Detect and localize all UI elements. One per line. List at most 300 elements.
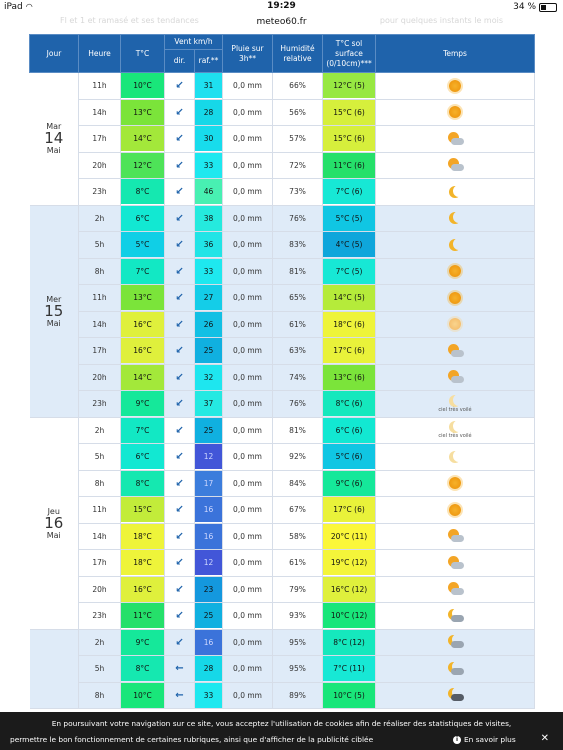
- wind-direction-icon: ↙: [175, 451, 184, 463]
- soil-temp-cell: [323, 73, 376, 100]
- rain-cell: 0,0 mm: [223, 470, 273, 497]
- rain-cell: 0,0 mm: [223, 285, 273, 312]
- table-row: [30, 523, 535, 550]
- temp-value: 16°C: [121, 577, 164, 602]
- hour-cell: 8h: [79, 682, 121, 709]
- gust-cell: [195, 391, 223, 418]
- temp-value: 7°C: [121, 259, 164, 284]
- hazy-sun-icon: [449, 318, 461, 330]
- gust-cell: [195, 576, 223, 603]
- rain-cell: 0,0 mm: [223, 550, 273, 577]
- address-bar[interactable]: [0, 14, 563, 32]
- gust-cell: [195, 417, 223, 444]
- day-number: 15: [44, 301, 64, 320]
- weather-cell: [376, 682, 535, 709]
- clock: 19:29: [267, 1, 296, 11]
- soil-temp-value: 19°C (12): [323, 550, 375, 575]
- hour-cell: 14h: [79, 99, 121, 126]
- rain-cell: 0,0 mm: [223, 152, 273, 179]
- rain-cell: 0,0 mm: [223, 232, 273, 259]
- cloud-sun-icon: [446, 370, 464, 384]
- temp-cell: [121, 311, 165, 338]
- soil-temp-cell: [323, 682, 376, 709]
- temp-value: 9°C: [121, 391, 164, 416]
- temp-cell: [121, 232, 165, 259]
- wind-direction-icon: ↙: [175, 345, 184, 357]
- gust-cell: [195, 682, 223, 709]
- soil-temp-cell: [323, 444, 376, 471]
- day-name: Mer: [46, 294, 62, 304]
- gust-cell: [195, 550, 223, 577]
- temp-cell: [121, 550, 165, 577]
- humidity-cell: 72%: [273, 152, 323, 179]
- soil-temp-cell: [323, 497, 376, 524]
- sun-icon: [449, 292, 461, 304]
- soil-temp-cell: [323, 550, 376, 577]
- humidity-cell: 79%: [273, 576, 323, 603]
- temp-value: 15°C: [121, 497, 164, 522]
- table-row: [30, 470, 535, 497]
- hour-cell: 17h: [79, 550, 121, 577]
- cloud-sun-icon: [446, 556, 464, 570]
- table-row: [30, 629, 535, 656]
- temp-cell: [121, 364, 165, 391]
- soil-temp-cell: [323, 205, 376, 232]
- info-icon: i: [453, 736, 461, 744]
- col-dir: dir.: [165, 50, 195, 73]
- ios-status-bar: [0, 0, 563, 14]
- day-name: Mar: [46, 122, 62, 132]
- cookie-banner: [0, 712, 563, 750]
- weather-cell: [376, 550, 535, 577]
- wind-dir-cell: [165, 656, 195, 683]
- col-heure: Heure: [79, 35, 121, 73]
- hour-cell: 5h: [79, 444, 121, 471]
- humidity-cell: 61%: [273, 550, 323, 577]
- table-row: [30, 338, 535, 365]
- gust-value: 36: [195, 232, 222, 257]
- table-row: [30, 258, 535, 285]
- sun-icon: [449, 504, 461, 516]
- cloud-sun-icon: [446, 158, 464, 172]
- gust-value: 25: [195, 603, 222, 628]
- weather-cell: [376, 152, 535, 179]
- wind-dir-cell: [165, 523, 195, 550]
- gust-value: 31: [195, 73, 222, 98]
- temp-value: 18°C: [121, 524, 164, 549]
- hour-cell: 2h: [79, 205, 121, 232]
- col-vent: Vent km/h: [165, 35, 223, 50]
- weather-note: ciel très voilé: [438, 406, 472, 413]
- gust-cell: [195, 470, 223, 497]
- cloud-sun-icon: [446, 529, 464, 543]
- temp-value: 10°C: [121, 683, 164, 708]
- hour-cell: 11h: [79, 285, 121, 312]
- rain-cell: 0,0 mm: [223, 444, 273, 471]
- wind-dir-cell: [165, 99, 195, 126]
- wind-dir-cell: [165, 364, 195, 391]
- table-row: [30, 205, 535, 232]
- hour-cell: 20h: [79, 364, 121, 391]
- hour-cell: 2h: [79, 629, 121, 656]
- wind-dir-cell: [165, 629, 195, 656]
- wind-dir-cell: [165, 603, 195, 630]
- table-row: [30, 99, 535, 126]
- humidity-cell: 95%: [273, 629, 323, 656]
- wind-dir-cell: [165, 417, 195, 444]
- wind-direction-icon: ↙: [175, 106, 184, 118]
- table-row: [30, 417, 535, 444]
- soil-temp-cell: [323, 311, 376, 338]
- temp-cell: [121, 682, 165, 709]
- temp-value: 16°C: [121, 312, 164, 337]
- table-row: [30, 285, 535, 312]
- humidity-cell: 74%: [273, 364, 323, 391]
- weather-cell: [376, 391, 535, 418]
- temp-value: 9°C: [121, 630, 164, 655]
- gust-cell: [195, 73, 223, 100]
- learn-more-link[interactable]: i En savoir plus: [453, 735, 516, 744]
- temp-cell: [121, 258, 165, 285]
- rain-cell: 0,0 mm: [223, 576, 273, 603]
- weather-cell: [376, 444, 535, 471]
- rain-cell: 0,0 mm: [223, 126, 273, 153]
- temp-value: 14°C: [121, 365, 164, 390]
- hazy-moon-icon: [449, 421, 461, 433]
- soil-temp-value: 11°C (6): [323, 153, 375, 178]
- soil-temp-cell: [323, 152, 376, 179]
- gust-value: 25: [195, 338, 222, 363]
- weather-cell: [376, 417, 535, 444]
- wind-dir-cell: [165, 152, 195, 179]
- temp-value: 6°C: [121, 444, 164, 469]
- table-row: [30, 126, 535, 153]
- temp-value: 16°C: [121, 338, 164, 363]
- wind-dir-cell: [165, 338, 195, 365]
- soil-temp-cell: [323, 338, 376, 365]
- weather-cell: [376, 311, 535, 338]
- temp-value: 11°C: [121, 603, 164, 628]
- humidity-cell: 89%: [273, 682, 323, 709]
- gust-cell: [195, 523, 223, 550]
- gust-cell: [195, 338, 223, 365]
- humidity-cell: 76%: [273, 391, 323, 418]
- soil-temp-value: 17°C (6): [323, 338, 375, 363]
- cloud-moon-icon: [446, 635, 464, 649]
- temp-cell: [121, 73, 165, 100]
- gust-value: 46: [195, 179, 222, 204]
- soil-temp-cell: [323, 603, 376, 630]
- wind-direction-icon: ↙: [175, 292, 184, 304]
- weather-cell: [376, 205, 535, 232]
- temp-value: 12°C: [121, 153, 164, 178]
- wind-dir-cell: [165, 497, 195, 524]
- gust-cell: [195, 311, 223, 338]
- hour-cell: 20h: [79, 576, 121, 603]
- soil-temp-value: 5°C (5): [323, 206, 375, 231]
- hour-cell: 17h: [79, 338, 121, 365]
- gust-value: 17: [195, 471, 222, 496]
- weather-cell: [376, 656, 535, 683]
- ghost-text-right: pour quelques instants le mois: [379, 16, 503, 25]
- wind-dir-cell: [165, 126, 195, 153]
- wind-direction-icon: ↙: [175, 159, 184, 171]
- forecast-table: [29, 34, 535, 709]
- table-row: [30, 364, 535, 391]
- url-text[interactable]: meteo60.fr: [256, 17, 307, 27]
- col-sol: T°C sol surface (0/10cm)***: [323, 35, 376, 73]
- temp-cell: [121, 470, 165, 497]
- hour-cell: 2h: [79, 417, 121, 444]
- sun-icon: [449, 80, 461, 92]
- soil-temp-value: 13°C (6): [323, 365, 375, 390]
- device-label: iPad ◠: [4, 2, 33, 12]
- table-row: [30, 576, 535, 603]
- wind-direction-icon: ↙: [175, 133, 184, 145]
- table-row: [30, 152, 535, 179]
- table-row: [30, 682, 535, 709]
- weather-cell: [376, 576, 535, 603]
- wind-direction-icon: ↙: [175, 371, 184, 383]
- temp-value: 5°C: [121, 232, 164, 257]
- gust-cell: [195, 232, 223, 259]
- col-humidite: Humidité relative: [273, 35, 323, 73]
- temp-cell: [121, 126, 165, 153]
- wind-direction-icon: ↙: [175, 398, 184, 410]
- soil-temp-cell: [323, 391, 376, 418]
- wind-dir-cell: [165, 682, 195, 709]
- wind-dir-cell: [165, 285, 195, 312]
- wind-direction-icon: ↙: [175, 610, 184, 622]
- humidity-cell: 65%: [273, 285, 323, 312]
- gust-value: 38: [195, 206, 222, 231]
- temp-value: 13°C: [121, 100, 164, 125]
- humidity-cell: 93%: [273, 603, 323, 630]
- gust-value: 33: [195, 259, 222, 284]
- soil-temp-value: 7°C (6): [323, 179, 375, 204]
- rain-cell: 0,0 mm: [223, 629, 273, 656]
- temp-cell: [121, 391, 165, 418]
- temp-cell: [121, 497, 165, 524]
- wind-dir-cell: [165, 576, 195, 603]
- rain-cell: 0,0 mm: [223, 205, 273, 232]
- soil-temp-cell: [323, 179, 376, 206]
- wind-direction-icon: ↙: [175, 636, 184, 648]
- soil-temp-cell: [323, 417, 376, 444]
- hour-cell: 8h: [79, 470, 121, 497]
- soil-temp-value: 18°C (6): [323, 312, 375, 337]
- weather-cell: [376, 99, 535, 126]
- table-row: [30, 232, 535, 259]
- soil-temp-value: 10°C (5): [323, 683, 375, 708]
- hour-cell: 5h: [79, 656, 121, 683]
- soil-temp-value: 10°C (12): [323, 603, 375, 628]
- wind-dir-cell: [165, 258, 195, 285]
- hazy-moon-icon: [449, 395, 461, 407]
- humidity-cell: 92%: [273, 444, 323, 471]
- humidity-cell: 66%: [273, 73, 323, 100]
- weather-cell: [376, 258, 535, 285]
- hour-cell: 14h: [79, 523, 121, 550]
- soil-temp-value: 8°C (12): [323, 630, 375, 655]
- wind-direction-icon: ↙: [175, 557, 184, 569]
- weather-cell: [376, 629, 535, 656]
- table-row: [30, 550, 535, 577]
- sun-icon: [449, 477, 461, 489]
- moon-icon: [449, 212, 461, 224]
- wind-direction-icon: ↙: [175, 80, 184, 92]
- wifi-icon: ◠: [25, 2, 33, 11]
- wind-direction-icon: ←: [175, 689, 184, 701]
- soil-temp-value: 16°C (12): [323, 577, 375, 602]
- humidity-cell: 84%: [273, 470, 323, 497]
- gust-cell: [195, 364, 223, 391]
- gust-value: 26: [195, 312, 222, 337]
- weather-cell: [376, 73, 535, 100]
- gust-value: 32: [195, 365, 222, 390]
- weather-cell: [376, 523, 535, 550]
- hour-cell: 8h: [79, 258, 121, 285]
- rain-cell: 0,0 mm: [223, 311, 273, 338]
- gust-cell: [195, 99, 223, 126]
- wind-direction-icon: ←: [175, 663, 184, 675]
- table-row: [30, 311, 535, 338]
- cookie-text-1: En poursuivant votre navigation sur ce site, vous acceptez l'utilisation de cookies afin de réaliser des statistiques de visites,: [51, 719, 512, 728]
- cloud-sun-icon: [446, 344, 464, 358]
- wind-dir-cell: [165, 205, 195, 232]
- weather-cell: [376, 338, 535, 365]
- day-cell: [30, 73, 79, 206]
- temp-cell: [121, 444, 165, 471]
- col-pluie: Pluie sur 3h**: [223, 35, 273, 73]
- gust-value: 16: [195, 497, 222, 522]
- soil-temp-cell: [323, 232, 376, 259]
- col-raf: raf.**: [195, 50, 223, 73]
- hour-cell: 23h: [79, 391, 121, 418]
- wind-direction-icon: ↙: [175, 186, 184, 198]
- cloud-sun-icon: [446, 132, 464, 146]
- temp-value: 8°C: [121, 656, 164, 681]
- soil-temp-cell: [323, 258, 376, 285]
- day-month: Mai: [46, 318, 61, 328]
- sun-icon: [449, 265, 461, 277]
- temp-cell: [121, 523, 165, 550]
- ghost-text-left: Fl et 1 et ramasé et ses tendances: [60, 16, 199, 25]
- gust-value: 16: [195, 524, 222, 549]
- humidity-cell: 63%: [273, 338, 323, 365]
- day-month: Mai: [46, 146, 61, 156]
- humidity-cell: 95%: [273, 656, 323, 683]
- rain-cell: 0,0 mm: [223, 603, 273, 630]
- table-body: [30, 73, 535, 709]
- soil-temp-value: 14°C (5): [323, 285, 375, 310]
- rain-cell: 0,0 mm: [223, 99, 273, 126]
- temp-cell: [121, 629, 165, 656]
- wind-dir-cell: [165, 179, 195, 206]
- wind-direction-icon: ↙: [175, 212, 184, 224]
- humidity-cell: 56%: [273, 99, 323, 126]
- gust-value: 33: [195, 153, 222, 178]
- hour-cell: 11h: [79, 73, 121, 100]
- table-row: [30, 497, 535, 524]
- gust-cell: [195, 629, 223, 656]
- rain-cell: 0,0 mm: [223, 338, 273, 365]
- humidity-cell: 67%: [273, 497, 323, 524]
- hour-cell: 20h: [79, 152, 121, 179]
- wind-dir-cell: [165, 232, 195, 259]
- temp-value: 18°C: [121, 550, 164, 575]
- col-temps: Temps: [376, 35, 535, 73]
- temp-cell: [121, 417, 165, 444]
- battery-indicator: 34 %: [513, 2, 557, 12]
- soil-temp-cell: [323, 576, 376, 603]
- rain-cell: 0,0 mm: [223, 364, 273, 391]
- wind-direction-icon: ↙: [175, 424, 184, 436]
- wind-dir-cell: [165, 444, 195, 471]
- soil-temp-value: 6°C (6): [323, 418, 375, 443]
- gust-cell: [195, 497, 223, 524]
- soil-temp-cell: [323, 470, 376, 497]
- wind-direction-icon: ↙: [175, 504, 184, 516]
- wind-dir-cell: [165, 311, 195, 338]
- table-row: [30, 391, 535, 418]
- humidity-cell: 57%: [273, 126, 323, 153]
- hour-cell: 11h: [79, 497, 121, 524]
- rain-cell: 0,0 mm: [223, 179, 273, 206]
- table-row: [30, 444, 535, 471]
- temp-cell: [121, 576, 165, 603]
- temp-cell: [121, 656, 165, 683]
- wind-direction-icon: ↙: [175, 265, 184, 277]
- temp-value: 7°C: [121, 418, 164, 443]
- gust-cell: [195, 285, 223, 312]
- gust-cell: [195, 258, 223, 285]
- temp-cell: [121, 285, 165, 312]
- soil-temp-value: 12°C (5): [323, 73, 375, 98]
- gust-cell: [195, 152, 223, 179]
- day-month: Mai: [46, 530, 61, 540]
- gust-cell: [195, 656, 223, 683]
- soil-temp-value: 9°C (6): [323, 471, 375, 496]
- wind-direction-icon: ↙: [175, 239, 184, 251]
- wind-direction-icon: ↙: [175, 530, 184, 542]
- wind-dir-cell: [165, 550, 195, 577]
- weather-cell: [376, 126, 535, 153]
- wind-direction-icon: ↙: [175, 477, 184, 489]
- temp-cell: [121, 152, 165, 179]
- moon-icon: [449, 186, 461, 198]
- gust-value: 25: [195, 418, 222, 443]
- close-cookie-button[interactable]: ✕: [540, 733, 549, 744]
- cloud-sun-icon: [446, 582, 464, 596]
- soil-temp-value: 7°C (5): [323, 259, 375, 284]
- soil-temp-value: 5°C (6): [323, 444, 375, 469]
- col-temp: T°C: [121, 35, 165, 73]
- cloud-moon-icon: [446, 662, 464, 676]
- weather-note: ciel très voilé: [438, 433, 472, 440]
- gust-value: 12: [195, 550, 222, 575]
- humidity-cell: 83%: [273, 232, 323, 259]
- soil-temp-cell: [323, 99, 376, 126]
- day-name: Jeu: [47, 506, 60, 516]
- soil-temp-value: 4°C (5): [323, 232, 375, 257]
- soil-temp-cell: [323, 656, 376, 683]
- table-row: [30, 656, 535, 683]
- humidity-cell: 76%: [273, 205, 323, 232]
- gust-cell: [195, 179, 223, 206]
- rain-cell: 0,0 mm: [223, 656, 273, 683]
- rain-cell: 0,0 mm: [223, 497, 273, 524]
